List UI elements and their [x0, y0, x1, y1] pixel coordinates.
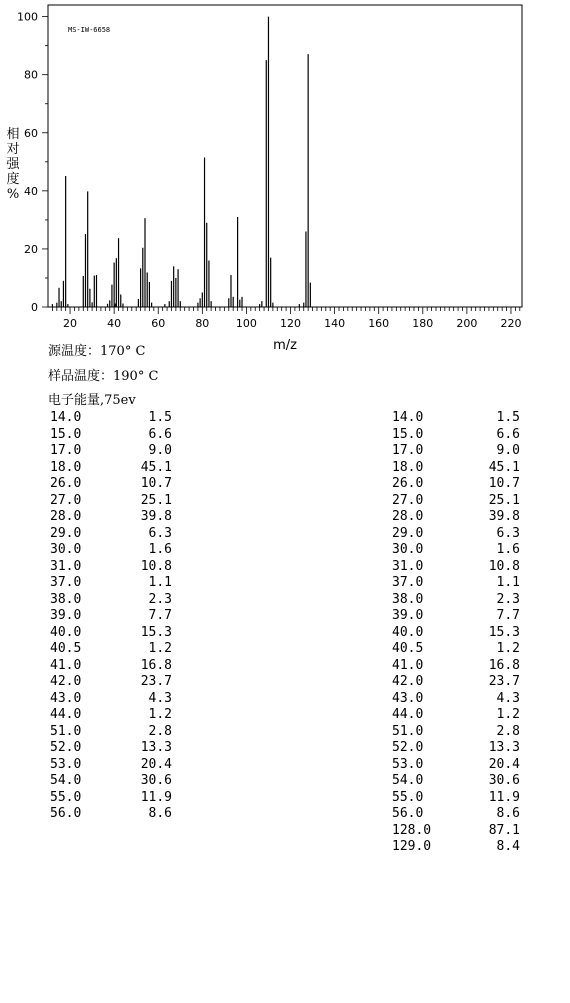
y-axis-ticks — [17, 11, 48, 314]
peak-mz: 17.0 — [392, 443, 424, 458]
peak-row — [392, 427, 520, 444]
peak-mz: 28.0 — [392, 509, 424, 524]
peak-abundance: 13.3 — [140, 740, 172, 755]
peak-table-left — [50, 410, 172, 823]
peak-abundance: 30.6 — [488, 773, 520, 788]
x-tick-label: 100 — [235, 317, 257, 330]
mass-spectrum-chart — [0, 0, 570, 360]
y-tick-label: 20 — [24, 242, 38, 256]
peak-row — [50, 806, 172, 823]
x-tick-label: 40 — [107, 317, 122, 330]
peak-abundance: 9.0 — [148, 443, 172, 458]
peak-mz: 15.0 — [50, 426, 82, 442]
peak-abundance: 11.9 — [488, 789, 520, 805]
peak-mz: 52.0 — [50, 740, 82, 755]
peak-row — [392, 460, 520, 477]
peaks-group — [52, 17, 310, 307]
peak-row — [50, 740, 172, 757]
peak-abundance: 1.1 — [496, 575, 520, 590]
peak-mz: 52.0 — [392, 740, 424, 755]
peak-mz: 37.0 — [50, 575, 82, 590]
peak-row — [392, 443, 520, 460]
peak-mz: 56.0 — [392, 806, 424, 821]
peak-mz: 53.0 — [50, 756, 82, 772]
peak-abundance: 1.6 — [496, 542, 520, 557]
peak-row — [50, 641, 172, 658]
peak-row — [392, 707, 520, 724]
peak-mz: 44.0 — [392, 707, 424, 722]
peak-abundance: 1.2 — [496, 641, 520, 656]
peak-mz: 14.0 — [392, 410, 424, 425]
peak-abundance: 10.8 — [488, 558, 520, 574]
peak-mz: 41.0 — [392, 657, 424, 673]
peak-row — [50, 658, 172, 675]
peak-abundance: 2.8 — [148, 723, 172, 739]
peak-mz: 54.0 — [392, 773, 424, 788]
peak-mz: 30.0 — [392, 542, 424, 557]
x-tick-label: 200 — [456, 317, 478, 330]
peak-mz: 18.0 — [392, 459, 424, 475]
peak-row — [50, 410, 172, 427]
peak-row — [392, 790, 520, 807]
peak-mz: 51.0 — [392, 723, 424, 739]
peak-mz: 53.0 — [392, 756, 424, 772]
x-tick-label: 140 — [324, 317, 346, 330]
peak-abundance: 7.7 — [496, 608, 520, 623]
peak-abundance: 10.7 — [140, 476, 172, 491]
peak-abundance: 1.5 — [148, 410, 172, 425]
peak-row — [50, 724, 172, 741]
peak-mz: 41.0 — [50, 657, 82, 673]
peak-row — [50, 526, 172, 543]
peak-abundance: 16.8 — [488, 657, 520, 673]
peak-mz: 128.0 — [392, 822, 432, 838]
peak-row — [50, 773, 172, 790]
peak-mz: 29.0 — [50, 525, 82, 541]
y-axis-label-char: 强 — [6, 157, 20, 172]
peak-abundance: 7.7 — [148, 608, 172, 623]
peak-abundance: 16.8 — [140, 657, 172, 673]
source-temperature: 源温度：170° C — [48, 344, 146, 359]
peak-mz: 54.0 — [50, 773, 82, 788]
peak-abundance: 20.4 — [140, 756, 172, 772]
peak-mz: 28.0 — [50, 509, 82, 524]
peak-row — [392, 493, 520, 510]
peak-abundance: 4.3 — [496, 690, 520, 706]
peak-abundance: 8.6 — [148, 806, 172, 821]
peak-abundance: 1.1 — [148, 575, 172, 590]
y-axis-label-char: 相 — [6, 127, 20, 142]
peak-abundance: 1.5 — [496, 410, 520, 425]
peak-mz: 38.0 — [392, 591, 424, 607]
peak-row — [392, 740, 520, 757]
x-tick-label: 160 — [368, 317, 390, 330]
peak-abundance: 6.3 — [496, 525, 520, 541]
peak-row — [50, 460, 172, 477]
peak-row — [392, 559, 520, 576]
peak-row — [392, 658, 520, 675]
y-axis-label-char: % — [6, 187, 20, 202]
peak-row — [50, 427, 172, 444]
peak-abundance: 2.8 — [496, 723, 520, 739]
peak-abundance: 9.0 — [496, 443, 520, 458]
peak-row — [392, 757, 520, 774]
peak-row — [392, 509, 520, 526]
peak-row — [50, 476, 172, 493]
peak-abundance: 8.4 — [496, 839, 520, 854]
peak-row — [50, 542, 172, 559]
peak-abundance: 1.2 — [148, 707, 172, 722]
peak-abundance: 2.3 — [496, 591, 520, 607]
peak-row — [50, 575, 172, 592]
peak-abundance: 23.7 — [140, 674, 172, 689]
sample-temperature: 样品温度：190° C — [48, 369, 159, 384]
peak-abundance: 23.7 — [488, 674, 520, 689]
peak-abundance: 25.1 — [488, 492, 520, 508]
peak-row — [392, 476, 520, 493]
peak-abundance: 6.3 — [148, 525, 172, 541]
peak-abundance: 10.8 — [140, 558, 172, 574]
peak-abundance: 20.4 — [488, 756, 520, 772]
peak-row — [50, 509, 172, 526]
peak-abundance: 87.1 — [488, 822, 520, 838]
x-axis-label: m/z — [273, 338, 297, 353]
peak-mz: 43.0 — [392, 690, 424, 706]
peak-mz: 40.0 — [50, 624, 82, 640]
peak-mz: 26.0 — [392, 476, 424, 491]
peak-table-right — [392, 410, 520, 856]
x-tick-label: 120 — [280, 317, 302, 330]
peak-mz: 51.0 — [50, 723, 82, 739]
peak-row — [50, 625, 172, 642]
y-axis-label-char: 对 — [6, 142, 20, 157]
peak-row — [392, 674, 520, 691]
peak-row — [392, 839, 520, 856]
peak-abundance: 15.3 — [140, 624, 172, 640]
peak-row — [392, 773, 520, 790]
peak-mz: 40.5 — [392, 641, 424, 656]
peak-abundance: 45.1 — [488, 459, 520, 475]
peak-abundance: 15.3 — [488, 624, 520, 640]
peak-row — [392, 526, 520, 543]
y-tick-label: 80 — [24, 68, 38, 82]
x-tick-label: 80 — [195, 317, 210, 330]
peak-abundance: 6.6 — [148, 426, 172, 442]
peak-row — [50, 674, 172, 691]
peak-abundance: 1.2 — [496, 707, 520, 722]
peak-row — [50, 790, 172, 807]
chart-annotation: MS-IW-6658 — [68, 26, 111, 34]
peak-row — [50, 493, 172, 510]
peak-row — [392, 575, 520, 592]
peak-mz: 27.0 — [50, 492, 82, 508]
peak-row — [392, 592, 520, 609]
peak-mz: 17.0 — [50, 443, 82, 458]
peak-row — [392, 691, 520, 708]
peak-mz: 18.0 — [50, 459, 82, 475]
y-tick-label: 60 — [24, 126, 38, 140]
y-tick-label: 40 — [24, 184, 38, 198]
peak-row — [392, 410, 520, 427]
peak-mz: 40.0 — [392, 624, 424, 640]
electron-energy: 电子能量,75ev — [48, 393, 136, 408]
x-tick-label: 220 — [500, 317, 522, 330]
peak-row — [50, 559, 172, 576]
peak-abundance: 1.2 — [148, 641, 172, 656]
peak-abundance: 8.6 — [496, 806, 520, 821]
peak-abundance: 30.6 — [140, 773, 172, 788]
peak-row — [392, 724, 520, 741]
peak-row — [50, 757, 172, 774]
peak-mz: 37.0 — [392, 575, 424, 590]
peak-mz: 39.0 — [50, 608, 82, 623]
peak-row — [50, 707, 172, 724]
peak-abundance: 1.6 — [148, 542, 172, 557]
peak-mz: 42.0 — [392, 674, 424, 689]
peak-mz: 56.0 — [50, 806, 82, 821]
peak-mz: 29.0 — [392, 525, 424, 541]
peak-abundance: 11.9 — [140, 789, 172, 805]
peak-row — [50, 608, 172, 625]
peak-abundance: 25.1 — [140, 492, 172, 508]
peak-row — [392, 641, 520, 658]
y-axis-label — [6, 126, 20, 202]
x-tick-label: 60 — [151, 317, 166, 330]
peak-abundance: 13.3 — [488, 740, 520, 755]
peak-mz: 55.0 — [392, 789, 424, 805]
peak-mz: 14.0 — [50, 410, 82, 425]
peak-row — [50, 443, 172, 460]
peak-row — [392, 823, 520, 840]
peak-abundance: 39.8 — [488, 509, 520, 524]
x-axis-ticks — [52, 307, 521, 330]
peak-mz: 129.0 — [392, 839, 432, 854]
peak-mz: 27.0 — [392, 492, 424, 508]
peak-mz: 30.0 — [50, 542, 82, 557]
peak-abundance: 6.6 — [496, 426, 520, 442]
peak-mz: 40.5 — [50, 641, 82, 656]
peak-abundance: 45.1 — [140, 459, 172, 475]
peak-mz: 39.0 — [392, 608, 424, 623]
peak-row — [392, 542, 520, 559]
peak-mz: 44.0 — [50, 707, 82, 722]
peak-row — [392, 625, 520, 642]
peak-mz: 31.0 — [392, 558, 424, 574]
x-tick-label: 20 — [63, 317, 78, 330]
peak-row — [392, 608, 520, 625]
peak-abundance: 4.3 — [148, 690, 172, 706]
y-axis-label-char: 度 — [6, 172, 20, 187]
peak-mz: 38.0 — [50, 591, 82, 607]
peak-mz: 55.0 — [50, 789, 82, 805]
peak-row — [50, 691, 172, 708]
peak-abundance: 39.8 — [140, 509, 172, 524]
x-tick-label: 180 — [412, 317, 434, 330]
peak-abundance: 2.3 — [148, 591, 172, 607]
peak-mz: 31.0 — [50, 558, 82, 574]
y-tick-label: 0 — [31, 301, 38, 314]
peak-mz: 43.0 — [50, 690, 82, 706]
peak-abundance: 10.7 — [488, 476, 520, 491]
peak-mz: 42.0 — [50, 674, 82, 689]
peak-mz: 26.0 — [50, 476, 82, 491]
peak-row — [392, 806, 520, 823]
peak-mz: 15.0 — [392, 426, 424, 442]
y-tick-label: 100 — [17, 10, 38, 24]
peak-row — [50, 592, 172, 609]
